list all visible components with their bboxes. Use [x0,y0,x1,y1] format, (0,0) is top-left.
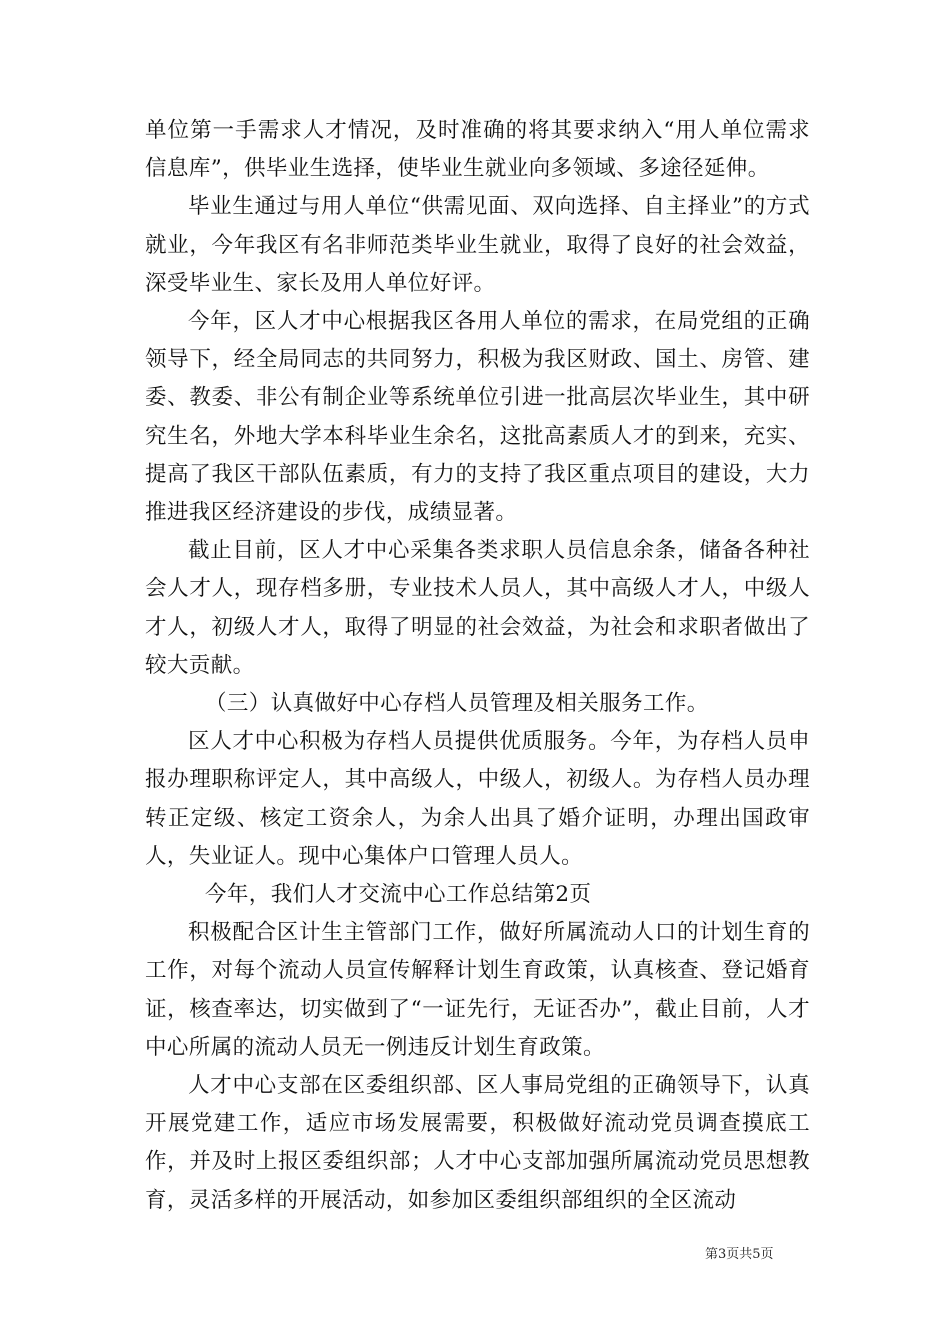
paragraph: 积极配合区计生主管部门工作，做好所属流动人口的计划生育的工作，对每个流动人员宣传解释计划生育政策，认真核查、登记婚育证，核查率达，切实做到了“一证先行，无证否办”，截止目前，人才中心所属的流动人员无一例违反计划生育政策。 [145,920,810,1060]
page-continuation-note: 今年，我们人才交流中心工作总结第2页 [205,882,592,908]
paragraph: 今年，区人才中心根据我区各用人单位的需求，在局党组的正确领导下，经全局同志的共同努力，积极为我区财政、国土、房管、建委、教委、非公有制企业等系统单位引进一批高层次毕业生，其中研究生名，外地大学本科毕业生余名，这批高素质人才的到来，充实、提高了我区干部队伍素质，有力的支持了我区重点项目的建设，大力推进我区经济建设的步伐，成绩显著。 [145,309,810,526]
paragraph-continuation: 单位第一手需求人才情况，及时准确的将其要求纳入“用人单位需求信息库”，供毕业生选择，使毕业生就业向多领域、多途径延伸。 [145,118,810,182]
paragraph: 毕业生通过与用人单位“供需见面、双向选择、自主择业”的方式就业，今年我区有名非师范类毕业生就业，取得了良好的社会效益，深受毕业生、家长及用人单位好评。 [145,194,810,296]
document-body [145,112,810,1220]
section-heading: （三）认真做好中心存档人员管理及相关服务工作。 [205,691,709,717]
page-number-footer: 第3页共5页 [705,1247,774,1262]
paragraph: 区人才中心积极为存档人员提供优质服务。今年，为存档人员申报办理职称评定人，其中高级人，中级人，初级人。为存档人员办理转正定级、核定工资余人，为余人出具了婚介证明，办理出国政审人，失业证人。现中心集体户口管理人员人。 [145,729,810,869]
paragraph: 截止目前，区人才中心采集各类求职人员信息余条，储备各种社会人才人，现存档多册，专业技术人员人，其中高级人才人，中级人才人，初级人才人，取得了明显的社会效益，为社会和求职者做出了较大贡献。 [145,538,810,678]
paragraph: 人才中心支部在区委组织部、区人事局党组的正确领导下，认真开展党建工作，适应市场发展需要，积极做好流动党员调查摸底工作，并及时上报区委组织部；人才中心支部加强所属流动党员思想教育，灵活多样的开展活动，如参加区委组织部组织的全区流动 [145,1073,810,1213]
